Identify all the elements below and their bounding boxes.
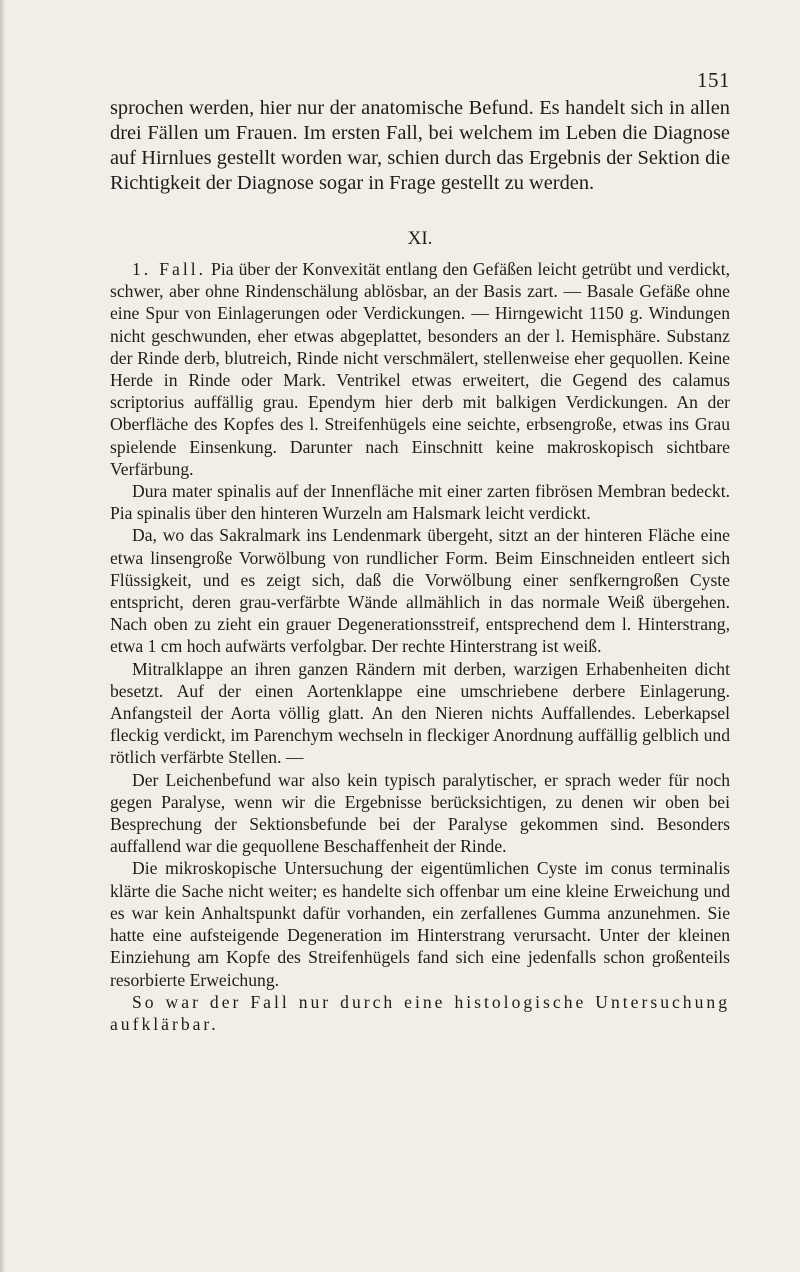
paragraph-conclusion: So war der Fall nur durch eine histologische Untersuchung aufklärbar.	[110, 991, 730, 1034]
section-heading: XI.	[407, 228, 433, 249]
paragraph-leichenbefund: Der Leichenbefund war also kein typisch paralytischer, er sprach weder für noch gegen Paralyse, wenn wir die Ergebnisse berücksichtigen, zu denen wir oben bei Besprechung der Sektionsbefunde bei der Paralyse gekommen sind. Besonders auffallend war die gequollene Beschaffenheit der Rinde.	[110, 769, 730, 857]
paragraph-text: Pia über der Konvexität entlang den Gefäßen leicht getrübt und verdickt, schwer, aber ohne Rindenschälung ablösbar, an der Basis zart. — Basale Gefäße ohne eine Spur von Einlagerungen oder Verdickungen. — Hirngewicht 1150 g. Windungen nicht geschwunden, eher etwas abgeplattet, besonders an der l. Hemisphäre. Substanz der Rinde derb, blutreich, Rinde nicht verschmälert, stellenweise eher gequollen. Keine Herde in Rinde oder Mark. Ventrikel etwas erweitert, die Gegend des calamus scriptorius auffällig grau. Ependym hier derb mit balkigen Verdickungen. An der Oberfläche des Kopfes des l. Streifenhügels eine seichte, erbsengroße, etwas ins Grau spielende Einsenkung. Darunter nach Einschnitt keine makroskopisch sichtbare Verfärbung.	[110, 259, 730, 479]
paragraph-mitralklappe: Mitralklappe an ihren ganzen Rändern mit derben, warzigen Erhabenheiten dicht besetzt. Auf der einen Aortenklappe eine umschriebene derbere Einlagerung. Anfangsteil der Aorta völlig glatt. An den Nieren nichts Auffallendes. Leberkapsel fleckig verdickt, im Parenchym wechseln in fleckiger Anordnung auffällig gelblich und rötlich verfärbte Stellen. —	[110, 658, 730, 768]
paragraph-sakralmark: Da, wo das Sakralmark ins Lendenmark übergeht, sitzt an der hinteren Fläche eine etwa linsengroße Vorwölbung von rundlicher Form. Beim Einschneiden entleert sich Flüssigkeit, und es zeigt sich, daß die Vorwölbung einer senfkerngroßen Cyste entspricht, deren grau-verfärbte Wände allmählich in das normale Weiß übergehen. Nach oben zu zieht ein grauer Degenerationsstreif, entsprechend dem l. Hinterstrang, etwa 1 cm hoch aufwärts verfolgbar. Der rechte Hinterstrang ist weiß.	[110, 525, 730, 657]
page-number: 151	[697, 68, 730, 92]
page-edge-shadow	[0, 0, 5, 1272]
paragraph-mikroskopische: Die mikroskopische Untersuchung der eigentümlichen Cyste im conus terminalis klärte die Sache nicht weiter; es handelte sich offenbar um eine kleine Erweichung und es war kein Anhaltspunkt dafür vorhanden, ein zerfallenes Gumma anzunehmen. Sie hatte eine aufsteigende Degeneration im Hinterstrang verursacht. Unter der kleinen Einziehung am Kopfe des Streifenhügels fand sich eine jedenfalls schon großenteils resorbierte Erweichung.	[110, 858, 730, 990]
case-label: 1. Fall.	[132, 259, 207, 279]
paragraph-dura-mater: Dura mater spinalis auf der Innenfläche mit einer zarten fibrösen Membran bedeckt. Pia spinalis über den hinteren Wurzeln am Halsmark leicht verdickt.	[110, 481, 730, 524]
paragraph-case-1	[110, 258, 730, 480]
intro-paragraph: sprochen werden, hier nur der anatomische Befund. Es handelt sich in allen drei Fällen um Frauen. Im ersten Fall, bei welchem im Leben die Diagnose auf Hirnlues gestellt worden war, schien durch das Ergebnis der Sektion die Richtigkeit der Diagnose sogar in Frage gestellt zu werden.	[110, 97, 730, 194]
body-text	[110, 258, 730, 1035]
